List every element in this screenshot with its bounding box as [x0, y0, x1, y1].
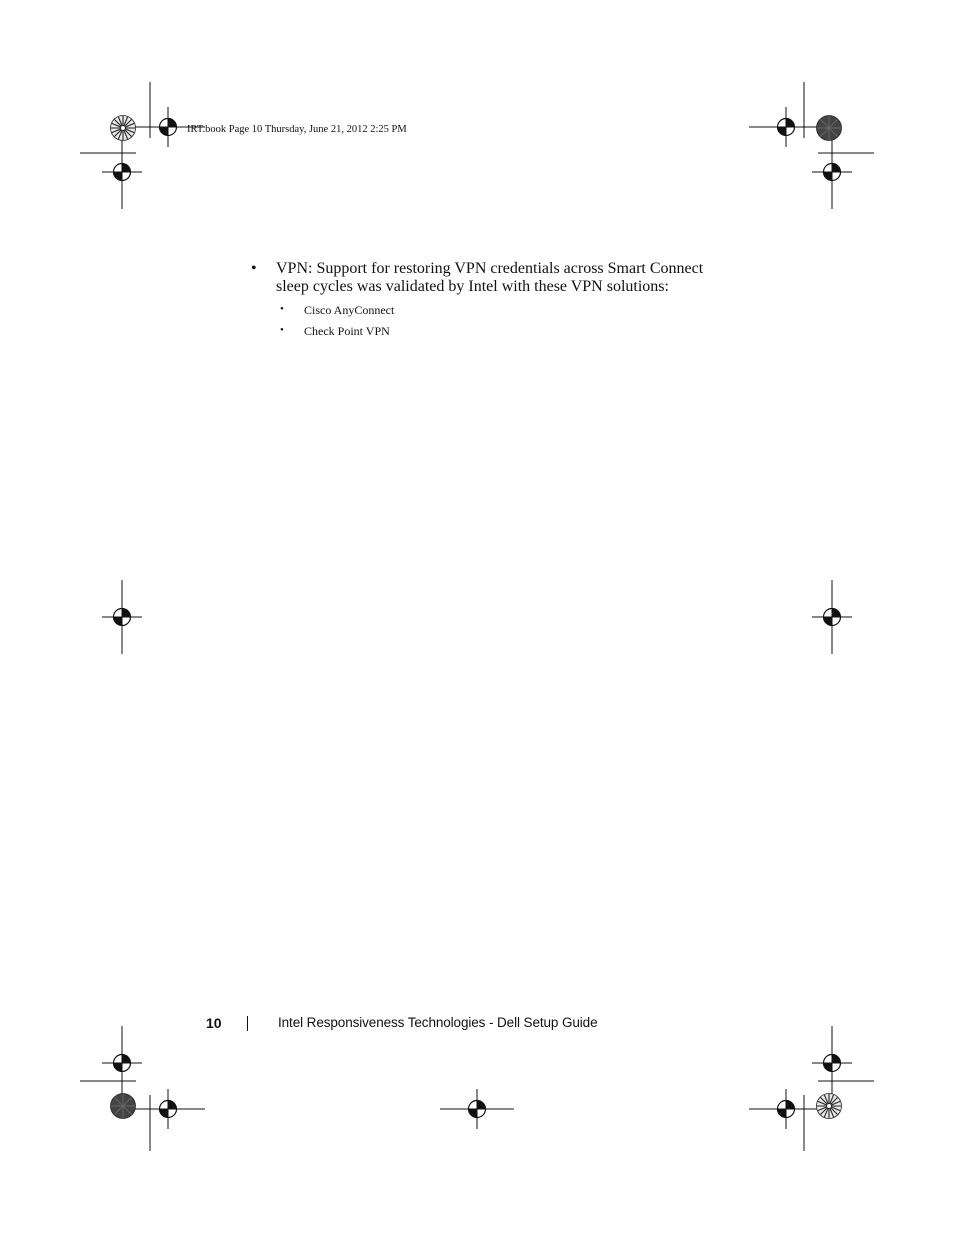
color-bar-starburst-icon: [817, 1094, 842, 1119]
vpn-solution-item: Cisco AnyConnect: [304, 303, 395, 317]
footer-divider: [247, 1016, 248, 1031]
color-bar-starburst-icon: [111, 1094, 136, 1119]
sub-bullet-marker: •: [280, 303, 284, 315]
vpn-paragraph: VPN: Support for restoring VPN credentials across Smart Connect sleep cycles was validated by Intel with these VPN solutions:: [276, 260, 704, 295]
color-bar-starburst-icon: [817, 116, 842, 141]
bullet-marker: •: [251, 260, 257, 277]
footer-guide-title: Intel Responsiveness Technologies - Dell Setup Guide: [278, 1015, 598, 1030]
crop-mark-icon: [80, 82, 874, 1151]
sub-bullet-marker: •: [280, 324, 284, 336]
page-number: 10: [206, 1015, 222, 1031]
vpn-solution-item: Check Point VPN: [304, 324, 390, 338]
slug-line: IRT.book Page 10 Thursday, June 21, 2012 2:25 PM: [187, 124, 407, 135]
color-bar-starburst-icon: [111, 116, 136, 141]
